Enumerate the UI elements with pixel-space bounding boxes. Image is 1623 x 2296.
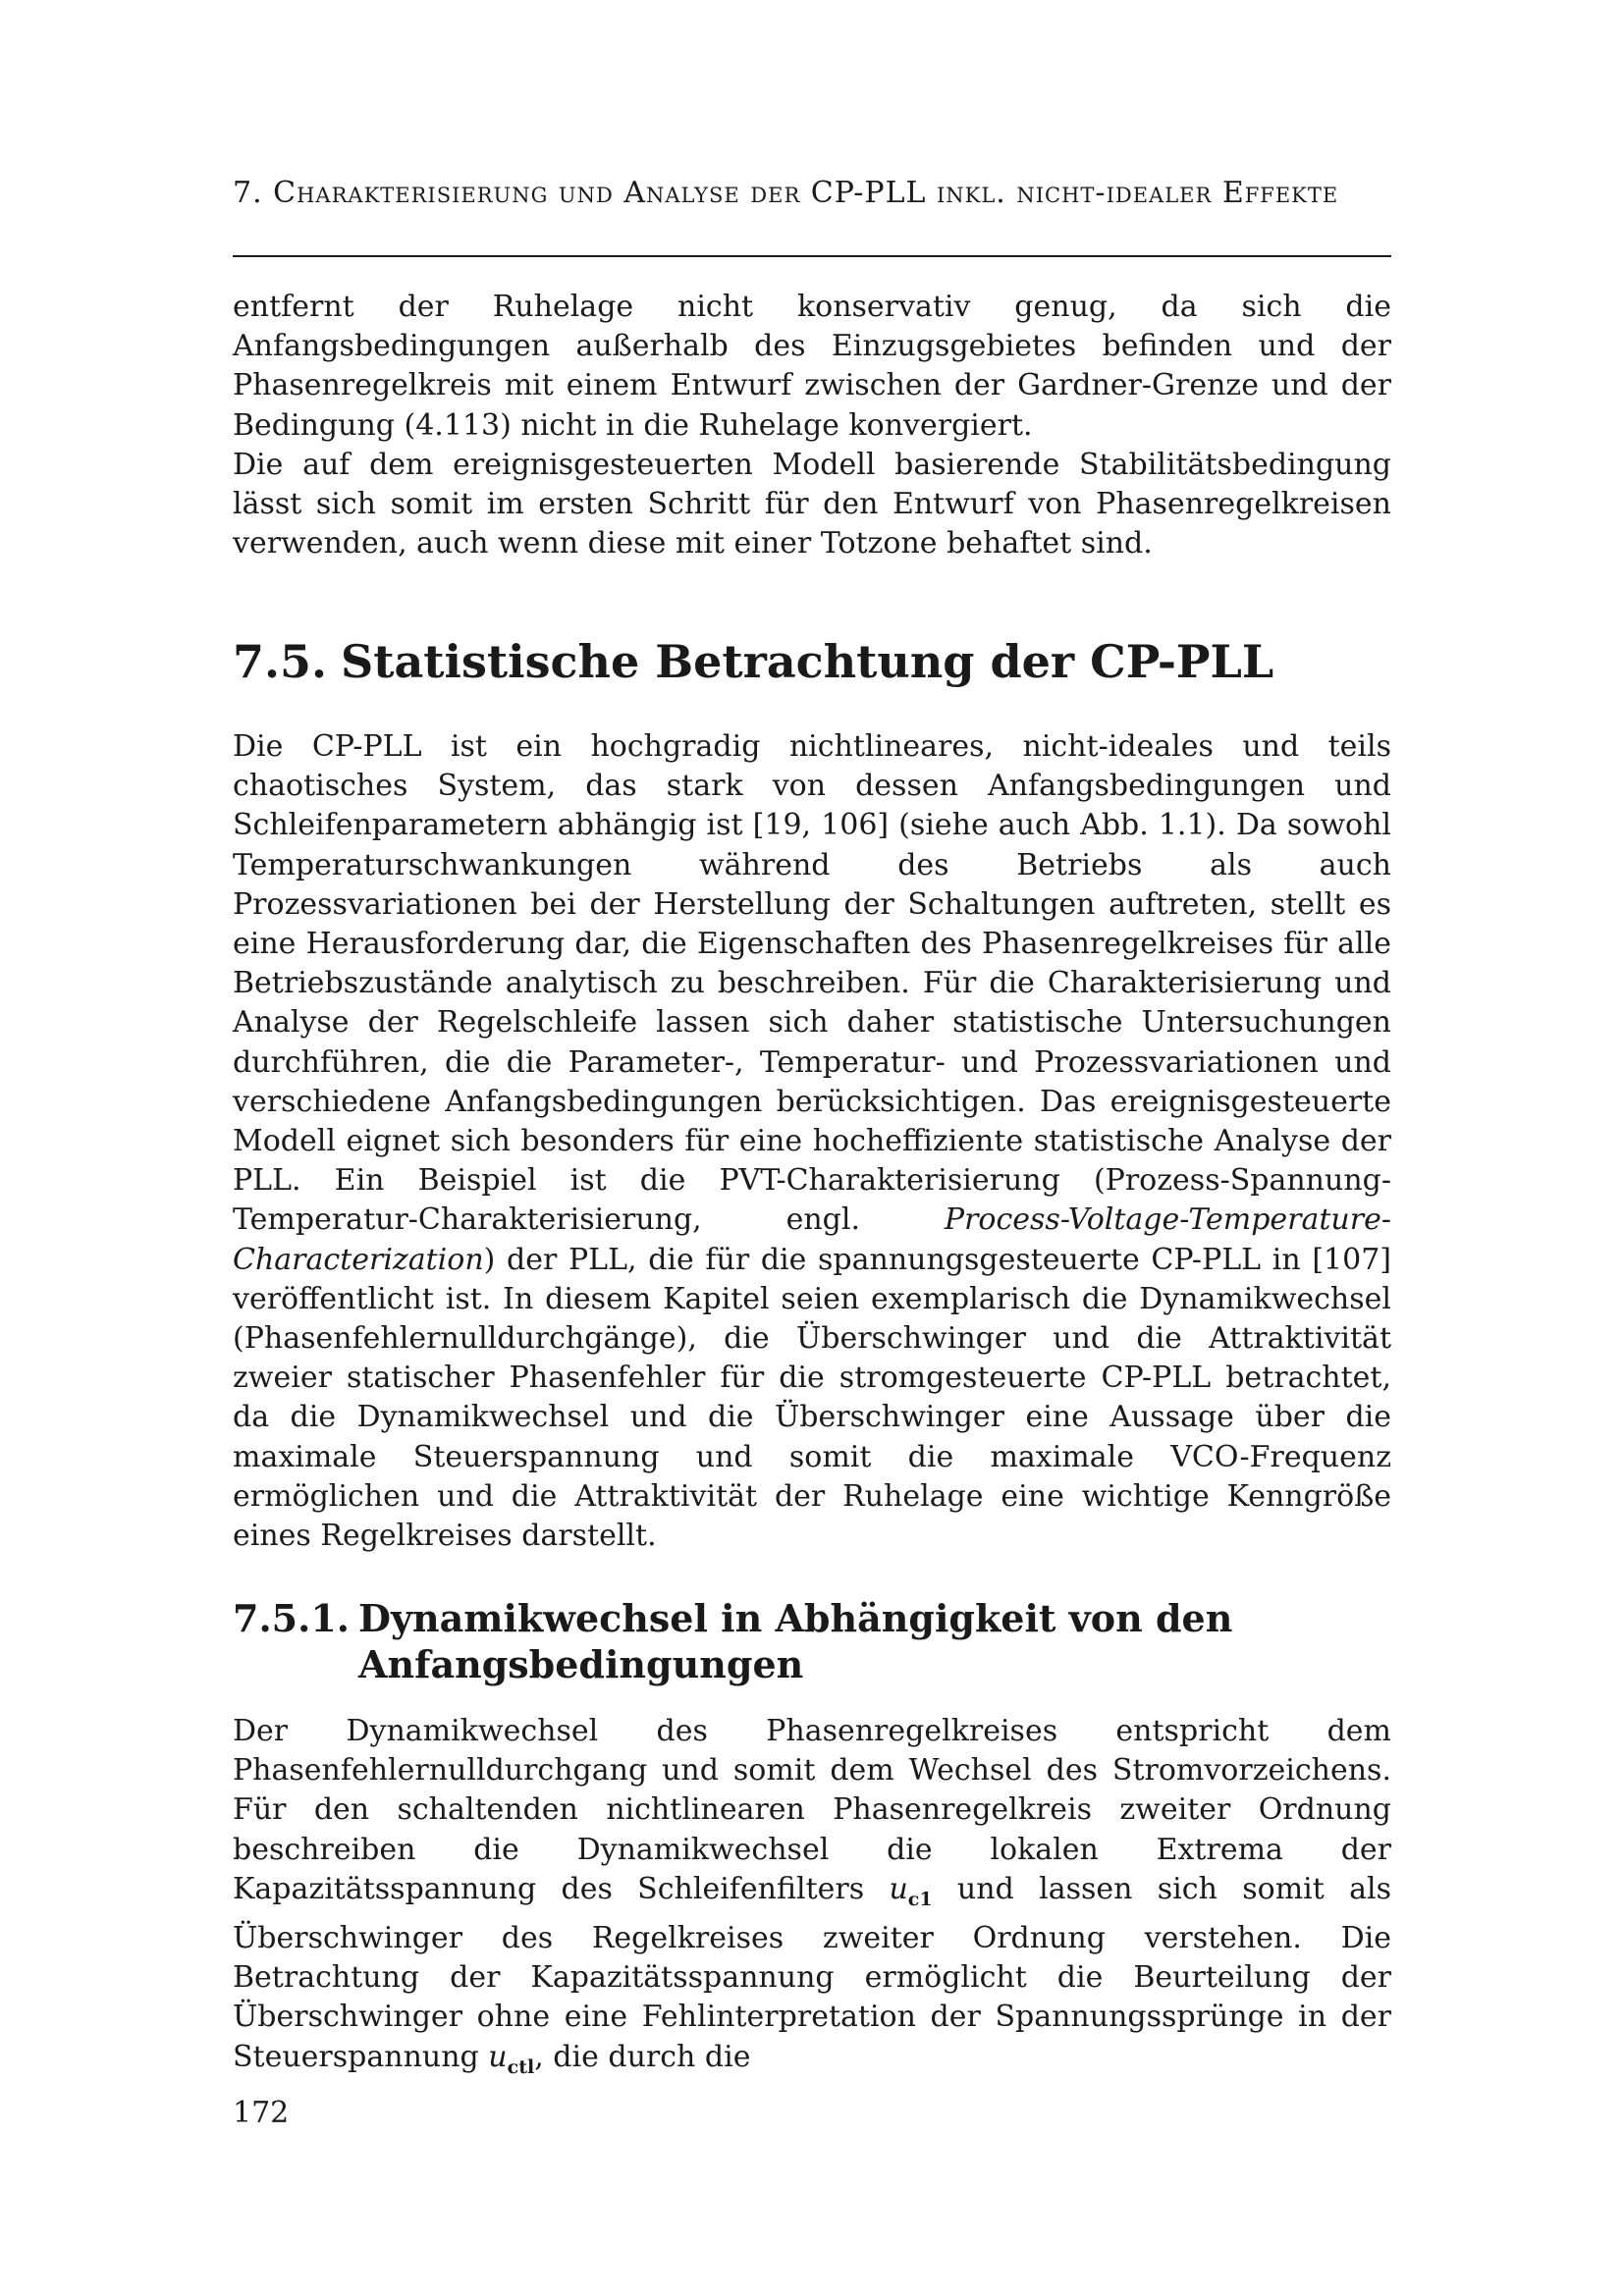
paragraph-dynamic-change (233, 1712, 1391, 2087)
math-subscript: c1 (907, 1888, 933, 1910)
math-symbol-uc1 (889, 1871, 933, 1910)
paragraph-continuation: entfernt der Ruhelage nicht konservativ genug, da sich die Anfangsbedingungen außerhalb des Einzugsgebietes befinden und der Phasenregelkreis mit einem Entwurf zwischen der Gardner-Grenze und der Bedingung (4.113) nicht in die Ruhelage konvergiert. (233, 290, 1391, 443)
section-number: 7.5. (233, 635, 328, 688)
math-variable: u (488, 2039, 508, 2074)
math-symbol-uctl (488, 2039, 535, 2078)
paragraph-text: , die durch die (534, 2039, 751, 2074)
math-variable: u (889, 1871, 908, 1906)
page-number: 172 (233, 2096, 290, 2130)
emphasized-term: Process-Voltage-Temperature-Characterization (233, 1202, 1391, 1277)
section-heading (233, 632, 1391, 691)
subsection-title-text: Dynamikwechsel in Abhängigkeit von den Anfangsbedingungen (358, 1596, 1233, 1686)
paragraph-stability-condition: Die auf dem ereignisgesteuerten Modell basierende Stabilitätsbedingung lässt sich somit im ersten Schritt für den Entwurf von Phasenregelkreisen verwenden, auch wenn diese mit einer Totzone behaftet sind. (233, 448, 1391, 561)
paragraph-text: ) der PLL, die für die spannungsgesteuerte CP-PLL in [107] veröffentlicht ist. In diesem Kapitel seien exemplarisch die Dynamikwechsel (Phasenfehlernulldurchgänge), die Überschwinger und die Attraktivität zweier statischer Phasenfehler für die stromgesteuerte CP-PLL betrachtet, da die Dynamikwechsel und die Überschwinger eine Aussage über die maximale Steuerspannung und somit die maximale VCO-Frequenz ermöglichen und die Attraktivität der Ruhelage eine wichtige Kenngröße eines Regelkreises darstellt. (233, 1242, 1391, 1554)
math-subscript: ctl (507, 2056, 535, 2078)
section-title-text: Statistische Betrachtung der CP-PLL (341, 635, 1274, 688)
paragraph-text: und lassen sich somit als Überschwinger des Regelkreises zweiter Ordnung verstehen. Die Betrachtung der Kapazitätsspannung ermöglicht die Beurteilung der Überschwinger ohne eine Fehlinterpretation der Spannungssprünge in der Steuerspannung (233, 1871, 1391, 2074)
paragraph-statistical-analysis (233, 727, 1391, 1556)
paragraph-text: Der Dynamikwechsel des Phasenregelkreises entspricht dem Phasenfehlernulldurchgang und somit dem Wechsel des Stromvorzeichens. Für den schaltenden nichtlinearen Phasenregelkreis zweiter Ordnung beschreiben die Dynamikwechsel die lokalen Extrema der Kapazitätsspannung des Schleifenfilters (233, 1714, 1391, 1906)
running-head: 7. Charakterisierung und Analyse der CP-PLL inkl. nicht-idealer Effekte (233, 176, 1339, 210)
subsection-number: 7.5.1. (233, 1596, 351, 1640)
header-rule (233, 255, 1391, 257)
paragraph-text: Die CP-PLL ist ein hochgradig nichtlineares, nicht-ideales und teils chaotisches System, das stark von dessen Anfangsbedingungen und Schleifenparametern abhängig ist [19, 106] (siehe auch Abb. 1.1). Da sowohl Temperaturschwankungen während des Betriebs als auch Prozessvariationen bei der Herstellung der Schaltungen auftreten, stellt es eine Herausforderung dar, die Eigenschaften des Phasenregelkreises für alle Betriebszustände analytisch zu beschreiben. Für die Charakterisierung und Analyse der Regelschleife lassen sich daher statistische Untersuchungen durchführen, die die Parameter-, Temperatur- und Prozessvariationen und verschiedene Anfangsbedingungen berücksichtigen. Das ereignisgesteuerte Modell eignet sich besonders für eine hocheffiziente statistische Analyse der PLL. Ein Beispiel ist die PVT-Charakterisierung (Prozess-Spannung-Temperatur-Charakterisierung, engl. (233, 729, 1391, 1238)
subsection-heading (233, 1595, 1391, 1687)
